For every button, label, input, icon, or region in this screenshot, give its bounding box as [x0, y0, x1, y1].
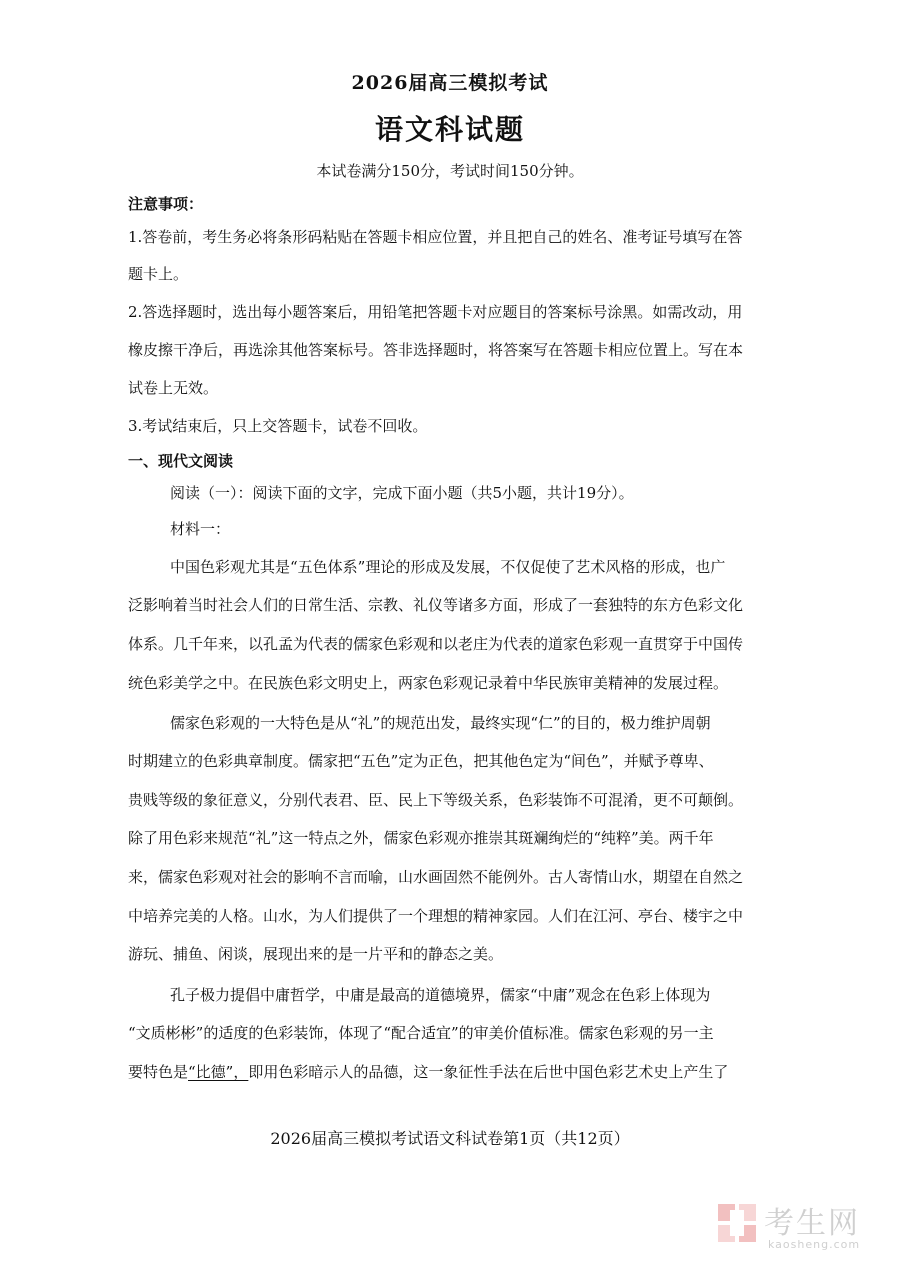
material-line: 来，儒家色彩观对社会的影响不言而喻，山水画固然不能例外。古人寄情山水，期望在自然之 — [128, 868, 744, 886]
material-label: 材料一： — [170, 520, 231, 538]
notice-heading: 注意事项： — [128, 195, 204, 213]
material-line: 中培养完美的人格。山水，为人们提供了一个理想的精神家园。人们在江河、亭台、楼宇之中 — [128, 907, 744, 925]
last-line-prefix: 要特色是 — [128, 1063, 189, 1081]
notice-line: 试卷上无效。 — [128, 379, 219, 397]
material-line: 游玩、捕鱼、闲谈，展现出来的是一片平和的静态之美。 — [128, 945, 504, 963]
material-line: 儒家色彩观的一大特色是从“礼”的规范出发，最终实现“仁”的目的，极力维护周朝 — [170, 714, 711, 732]
material-line: 泛影响着当时社会人们的日常生活、宗教、礼仪等诸多方面，形成了一套独特的东方色彩文化 — [128, 596, 744, 614]
last-line-suffix: 即用色彩暗示人的品德，这一象征性手法在后世中国色彩艺术史上产生了 — [248, 1063, 729, 1081]
notice-line: 橡皮擦干净后，再选涂其他答案标号。答非选择题时，将答案写在答题卡相应位置上。写在本 — [128, 341, 744, 359]
material-line: 除了用色彩来规范“礼”这一特点之外，儒家色彩观亦推崇其斑斓绚烂的“纯粹”美。两千年 — [128, 829, 714, 847]
material-line: “文质彬彬”的适度的色彩装饰，体现了“配合适宜”的审美价值标准。儒家色彩观的另一主 — [128, 1024, 714, 1042]
watermark — [716, 1198, 886, 1258]
watermark-domain: kaosheng.com — [768, 1238, 861, 1251]
notice-line: 2.答选择题时，选出每小题答案后，用铅笔把答题卡对应题目的答案标号涂黑。如需改动，用 — [128, 303, 743, 321]
page-footer: 2026届高三模拟考试语文科试卷第1页（共12页） — [270, 1129, 630, 1148]
material-line: 时期建立的色彩典章制度。儒家把“五色”定为正色，把其他色定为“间色”，并赋予尊卑、 — [128, 752, 714, 770]
notice-line: 3.考试结束后，只上交答题卡，试卷不回收。 — [128, 417, 428, 435]
material-last-line — [128, 1061, 778, 1082]
exam-title: 2026届高三模拟考试 — [351, 72, 549, 94]
kaosheng-logo-icon — [716, 1202, 758, 1244]
material-line: 贵贱等级的象征意义，分别代表君、臣、民上下等级关系，色彩装饰不可混淆，更不可颠倒。 — [128, 791, 744, 809]
material-line: 孔子极力提倡中庸哲学，中庸是最高的道德境界，儒家“中庸”观念在色彩上体现为 — [170, 986, 711, 1004]
material-line: 体系。几千年来，以孔孟为代表的儒家色彩观和以老庄为代表的道家色彩观一直贯穿于中国传 — [128, 635, 744, 653]
watermark-brand: 考生网 — [764, 1206, 860, 1241]
reading-intro: 阅读（一）：阅读下面的文字，完成下面小题（共5小题，共计19分）。 — [170, 484, 634, 502]
underlined-term: “比德”， — [188, 1063, 249, 1081]
section-heading: 一、现代文阅读 — [128, 452, 234, 470]
exam-info: 本试卷满分150分，考试时间150分钟。 — [316, 162, 584, 180]
notice-line: 题卡上。 — [128, 265, 189, 283]
material-line: 中国色彩观尤其是“五色体系”理论的形成及发展，不仅促使了艺术风格的形成，也广 — [170, 558, 726, 576]
subject-title: 语文科试题 — [374, 113, 525, 146]
notice-line: 1.答卷前，考生务必将条形码粘贴在答题卡相应位置，并且把自己的姓名、准考证号填写在答 — [128, 228, 743, 246]
material-line: 统色彩美学之中。在民族色彩文明史上，两家色彩观记录着中华民族审美精神的发展过程。 — [128, 674, 729, 692]
